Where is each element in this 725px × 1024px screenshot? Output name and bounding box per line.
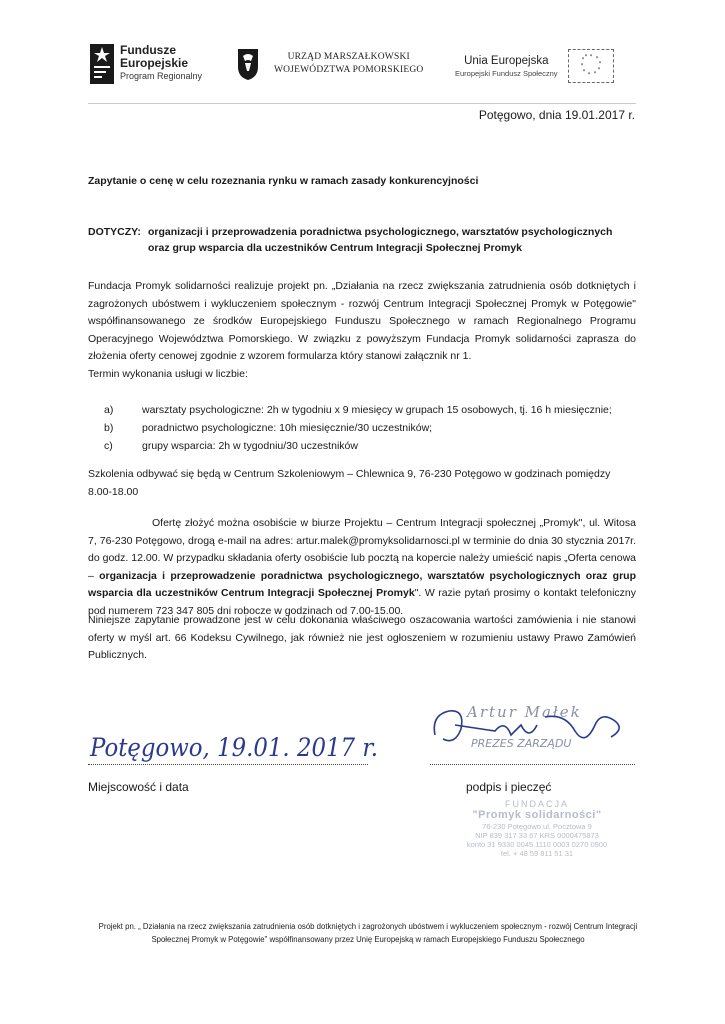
pomorskie-crest-icon xyxy=(236,47,260,81)
um-line2: WOJEWÓDZTWA POMORSKIEGO xyxy=(274,65,424,75)
place-date-label: Miejscowość i data xyxy=(88,780,189,794)
paragraph-3-bold: organizacja i przeprowadzenie poradnictwa psychologicznego, warsztatów psychologicznych oraz grup wsparcia dla uczestników Centrum Integracji Społecznej Promyk xyxy=(88,569,636,599)
signature-line xyxy=(430,764,635,765)
signature-label: podpis i pieczęć xyxy=(466,780,552,794)
svg-text:*: * xyxy=(582,69,585,75)
list-item xyxy=(104,419,612,437)
paragraph-3 xyxy=(88,515,636,620)
list-marker: c) xyxy=(104,440,113,452)
svg-text:*: * xyxy=(593,71,596,77)
list-item-text: poradnictwo psychologiczne: 10h miesięcznie/30 uczestników; xyxy=(142,422,433,434)
stamp-line3: 76-230 Potęgowo ul. Pocztowa 9 xyxy=(482,822,592,831)
signature-stamp-title: PREZES ZARZĄDU xyxy=(471,737,572,750)
fe-star-icon xyxy=(90,44,114,84)
document-title: Zapytanie o cenę w celu rozeznania rynku w ramach zasady konkurencyjności xyxy=(88,175,479,187)
handwritten-place-date-text: Potęgowo, 19.01. 2017 r. xyxy=(89,733,378,762)
signature xyxy=(425,695,640,765)
footer-note: Projekt pn. „ Działania na rzecz zwiększania zatrudnienia osób dotkniętych i zagrożonych ubóstwem i wykluczeniem społecznym - rozwój Centrum Integracji Społecznej Promyk w Potęgowie" współfinansowany przez Unię Europejską w ramach Europejskiego Funduszu Społecznego xyxy=(98,922,638,944)
fe-line1: Fundusze xyxy=(120,43,176,57)
place-date-line xyxy=(88,764,368,765)
organization-stamp xyxy=(437,800,637,858)
dotyczy-label: DOTYCZY: xyxy=(88,226,141,238)
svg-text:*: * xyxy=(581,57,584,63)
paragraph-1-text: Fundacja Promyk solidarności realizuje projekt pn. „Działania na rzecz zwiększania zatrudnienia osób dotkniętych i zagrożonych ubóstwem i wykluczeniem społecznym - rozwój Centrum Integracji Społecznej Promyk w Potęgowie" współfinansowanego ze środków Europejskiego Funduszu Społecznego w ramach Regionalnego Programu Operacyjnego Województwa Pomorskiego. W związku z powyższym Fundacja Promyk solidarności zaprasza do złożenia oferty cenowej zgodnie z wzorem formularza który stanowi załącznik nr 1. xyxy=(88,280,636,362)
urzad-marszalkowski-logo xyxy=(236,47,423,81)
stamp-line1: FUNDACJA xyxy=(504,799,569,809)
paragraph-1 xyxy=(88,278,636,383)
date-line: Potęgowo, dnia 19.01.2017 r. xyxy=(478,108,635,122)
svg-text:*: * xyxy=(587,72,590,78)
signature-stamp-name: Artur Małek xyxy=(467,703,582,721)
fe-line3: Program Regionalny xyxy=(120,71,203,81)
um-line1: URZĄD MARSZAŁKOWSKI xyxy=(287,52,410,62)
header-divider xyxy=(88,103,636,104)
stamp-line2: "Promyk solidarności" xyxy=(472,809,602,821)
paragraph-3-part1: Ofertę złożyć można osobiście w biurze Projektu – Centrum Integracji społecznej „Promyk", ul. Witosa 7, 76-230 Potęgowo, drogą e-mail na adres: artur.malek@promyksolidarnosci.pl w terminie do dnia 30 stycznia 2017r. do godz. 12.00. W przypadku składania oferty osobiście lub pocztą na kopercie należy umieścić napis „Oferta cenowa – xyxy=(88,517,636,582)
list-marker: a) xyxy=(104,404,114,416)
fundusze-europejskie-logo xyxy=(90,44,202,84)
unia-europejska-logo xyxy=(455,49,614,83)
stamp-line6: tel. + 48 59 811 51 31 xyxy=(500,849,574,858)
stamp-line5: konto 31 9330 0045 1110 0003 0270 0900 xyxy=(466,840,608,849)
eu-flag-icon xyxy=(568,49,614,83)
list-item-text: warsztaty psychologiczne: 2h w tygodniu x 9 miesięcy w grupach 15 osobowych, tj. 16 h miesięcznie; xyxy=(142,404,612,416)
paragraph-2: Szkolenia odbywać się będą w Centrum Szkoleniowym – Chlewnica 9, 76-230 Potęgowo w godzinach pomiędzy 8.00-18.00 xyxy=(88,468,611,498)
svg-text:*: * xyxy=(589,54,592,60)
list-item-text: grupy wsparcia: 2h w tygodniu/30 uczestników xyxy=(142,440,358,452)
svg-text:*: * xyxy=(595,56,598,62)
dotyczy-text: organizacji i przeprowadzenia poradnictwa psychologicznego, warsztatów psychologicznych oraz grup wsparcia dla uczestników Centrum Integracji Społecznej Promyk xyxy=(148,226,613,254)
paragraph-3-part2: ". W razie pytań prosimy o kontakt telefoniczny pod numerem 723 347 805 dni robocze w godzinach od 7.00-15.00. xyxy=(88,587,636,617)
termin-intro: Termin wykonania usługi w liczbie: xyxy=(88,367,248,380)
dotyczy-block xyxy=(88,224,628,256)
svg-text:*: * xyxy=(598,61,601,67)
stamp-line4: NIP 839 317 33 67 KRS 0000475873 xyxy=(475,831,599,840)
svg-text:*: * xyxy=(597,67,600,73)
service-list xyxy=(104,401,612,455)
list-marker: b) xyxy=(104,422,114,434)
svg-text:*: * xyxy=(580,63,583,69)
ue-line2: Europejski Fundusz Społeczny xyxy=(455,68,558,78)
svg-text:*: * xyxy=(584,54,587,60)
list-item xyxy=(104,401,612,419)
paragraph-4: Niniejsze zapytanie prowadzone jest w celu dokonania właściwego oszacowania wartości zamówienia i nie stanowi oferty w myśl art. 66 Kodeksu Cywilnego, jak również nie jest ogłoszeniem w rozumieniu ustawy Prawo Zamówień Publicznych. xyxy=(88,614,636,661)
list-item xyxy=(104,437,612,455)
fe-line2: Europejskie xyxy=(120,56,189,70)
ue-line1: Unia Europejska xyxy=(464,54,549,67)
